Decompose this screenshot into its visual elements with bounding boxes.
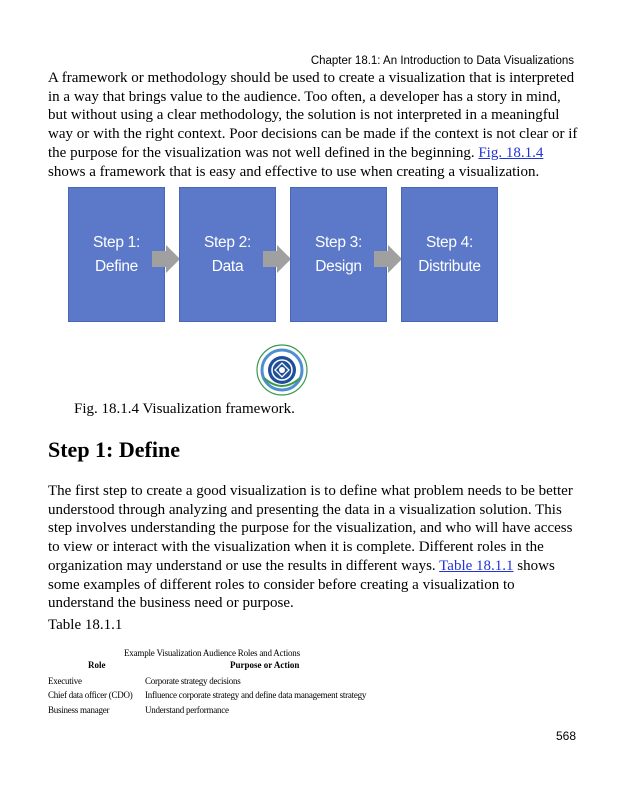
table-cell-role: Executive (48, 676, 82, 686)
intro-text-after: shows a framework that is easy and effective to use when creating a visualization. (48, 163, 540, 180)
arrow-right-icon (388, 245, 402, 273)
arrow-right-icon (166, 245, 180, 273)
table-link[interactable]: Table 18.1.1 (439, 557, 514, 574)
framework-diagram (68, 187, 498, 323)
intro-paragraph (48, 69, 580, 181)
table-cell-role: Business manager (48, 705, 110, 715)
step-label-name: Define (94, 257, 138, 275)
table-cell-purpose: Influence corporate strategy and define data management strategy (145, 690, 367, 700)
step-label-number: Step 4: (425, 233, 474, 251)
table-cell-role: Chief data officer (CDO) (48, 690, 133, 700)
step-label-number: Step 2: (203, 233, 252, 251)
seal-logo-icon (256, 344, 308, 396)
table-cell-purpose: Understand performance (145, 705, 229, 715)
arrow-right-icon (277, 245, 291, 273)
table-cell-purpose: Corporate strategy decisions (145, 676, 241, 686)
step-label-number: Step 3: (314, 233, 363, 251)
figure-caption: Fig. 18.1.4 Visualization framework. (74, 401, 295, 417)
running-head: Chapter 18.1: An Introduction to Data Visualizations (310, 55, 574, 67)
table-title: Example Visualization Audience Roles and Actions (124, 648, 300, 658)
step-label-number: Step 1: (92, 233, 141, 251)
page-number: 568 (556, 729, 577, 743)
define-paragraph (48, 482, 580, 613)
step-label-name: Data (211, 257, 244, 275)
step-box-data (179, 187, 276, 322)
define-text-after: shows some examples of different roles to consider before creating a visualization to understand the business need or purpose. (48, 557, 555, 612)
intro-text-before: A framework or methodology should be used to create a visualization that is interpreted in a way that brings value to the audience. Too often, a developer has a story in mind, but without using a clear methodology, the solution is not interpreted in a meaningful way or with the right context. Poor decisions can be made if the context is not clear or if the purpose for the visualization was not well defined in the beginning. (48, 70, 578, 161)
step-box-distribute (401, 187, 498, 322)
step-label-name: Design (315, 257, 362, 275)
figure-link[interactable]: Fig. 18.1.4 (478, 144, 544, 161)
step-box-design (290, 187, 387, 322)
define-text-before: The first step to create a good visualization is to define what problem needs to be better understood through analyzing and presenting the data in a visualization solution. This step involves understanding the purpose for the visualization, and who will have access to view or interact with the visualization when it is complete. Different roles in the organization may understand or use the results in different ways. (48, 483, 573, 574)
table-label: Table 18.1.1 (48, 617, 123, 633)
step-label-name: Distribute (418, 257, 481, 275)
section-heading: Step 1: Define (48, 437, 180, 462)
table-header-purpose: Purpose or Action (230, 660, 300, 670)
step-box-define (68, 187, 165, 322)
table-header-role: Role (88, 660, 106, 670)
